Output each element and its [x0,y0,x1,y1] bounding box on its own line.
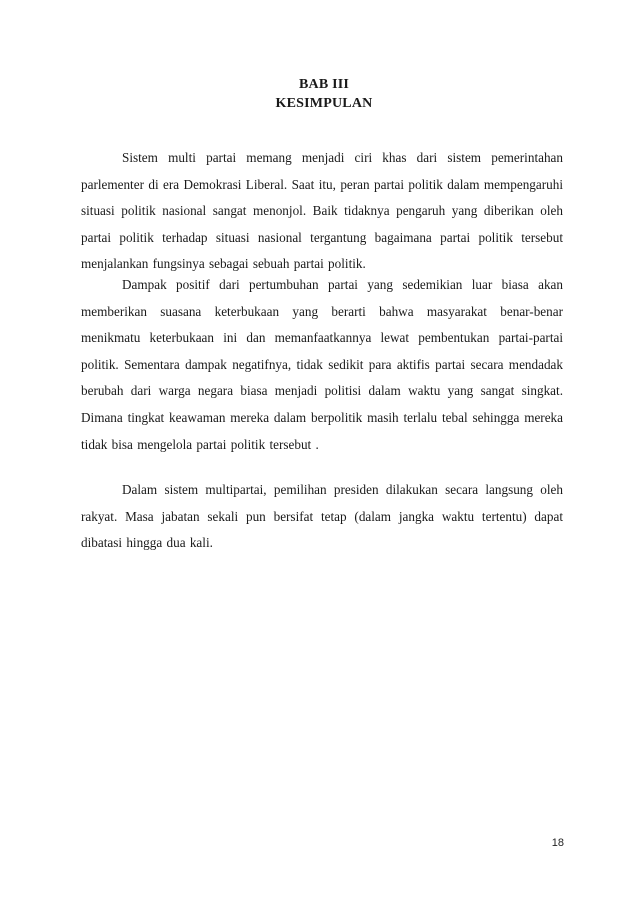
paragraph: Dalam sistem multipartai, pemilihan presiden dilakukan secara langsung oleh rakyat. Masa jabatan sekali pun bersifat tetap (dalam jangka waktu tertentu) dapat dibatasi hingga dua kali. [81,482,563,551]
chapter-heading: BAB III [298,77,350,92]
chapter-title: KESIMPULAN [275,96,373,111]
page-number: 18 [551,837,564,849]
paragraph: Dampak positif dari pertumbuhan partai yang sedemikian luar biasa akan memberikan suasana keterbukaan yang berarti bahwa masyarakat benar-benar menikmatu keterbukaan ini dan memanfaatkannya lewat pembentukan partai-partai politik. Sementara dampak negatifnya, tidak sedikit para aktifis partai secara mendadak berubah dari warga negara biasa menjadi politisi dalam waktu yang sangat singkat. Dimana tingkat keawaman mereka dalam berpolitik masih terlalu tebal sehingga mereka tidak bisa mengelola partai politik tersebut . [81,277,563,452]
paragraph: Sistem multi partai memang menjadi ciri khas dari sistem pemerintahan parlementer di era Demokrasi Liberal. Saat itu, peran partai politik dalam mempengaruhi situasi politik nasional sangat menonjol. Baik tidaknya pengaruh yang diberikan oleh partai politik terhadap situasi nasional tergantung bagaimana partai politik tersebut menjalankan fungsinya sebagai sebuah partai politik. [81,150,563,272]
